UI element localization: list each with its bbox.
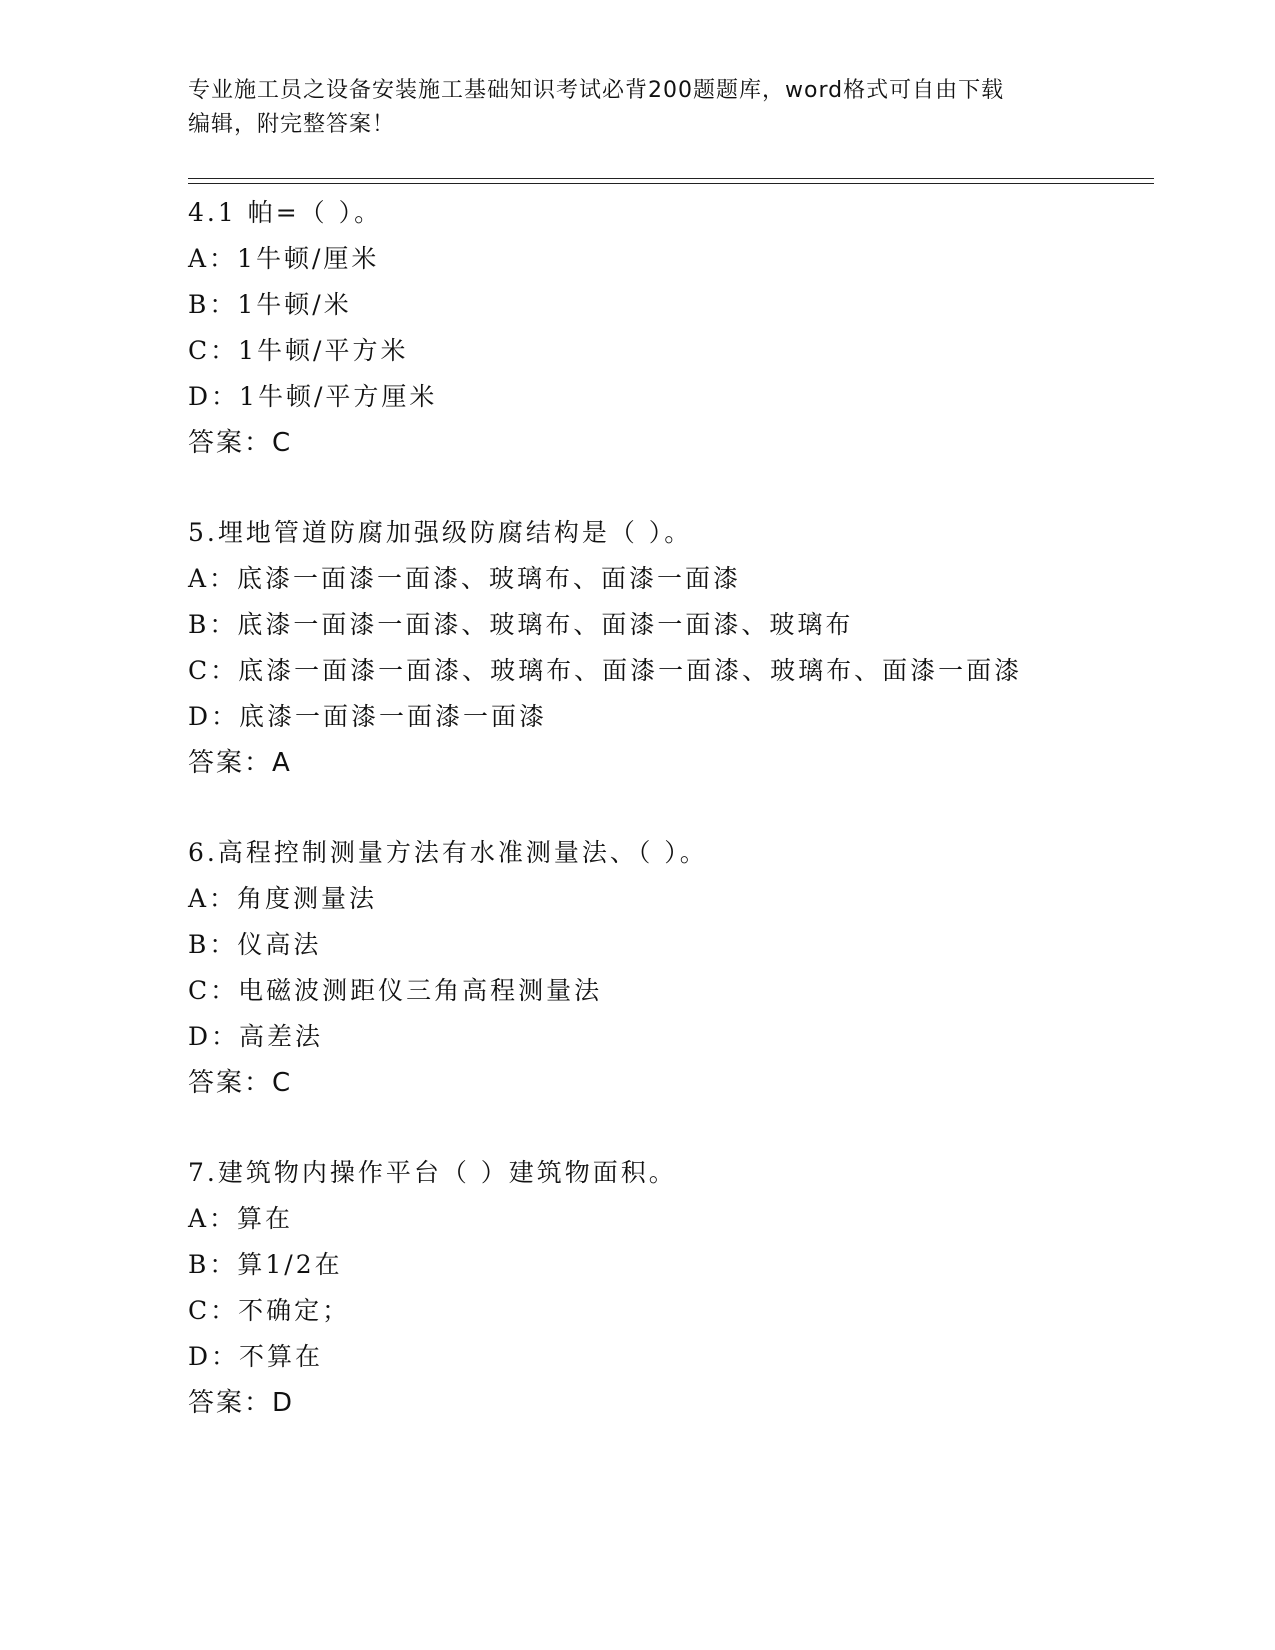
question-4 [188,190,1148,466]
option-c: C：不确定； [188,1296,351,1325]
question-stem: 5.埋地管道防腐加强级防腐结构是（ ）。 [188,518,693,547]
option-b: B：算1/2在 [188,1250,343,1279]
option-a: A：底漆一面漆一面漆、玻璃布、面漆一面漆 [188,564,742,593]
header-line-1: 专业施工员之设备安装施工基础知识考试必背200题题库，word格式可自由下载 [188,78,1005,103]
question-stem: 4.1 帕=（ ）。 [188,198,383,227]
option-c: C：底漆一面漆一面漆、玻璃布、面漆一面漆、玻璃布、面漆一面漆 [188,656,1023,685]
header-divider-bottom [188,183,1154,184]
question-5 [188,510,1148,786]
answer-line: 答案：A [188,748,292,778]
option-d: D：1牛顿/平方厘米 [188,382,438,411]
option-a: A：角度测量法 [188,884,378,913]
option-d: D：高差法 [188,1022,324,1051]
option-b: B：1牛顿/米 [188,290,352,319]
header-divider-top [188,178,1154,179]
option-b: B：仪高法 [188,930,322,959]
answer-line: 答案：C [188,428,293,458]
option-d: D：底漆一面漆一面漆一面漆 [188,702,548,731]
option-d: D：不算在 [188,1342,324,1371]
option-c: C：电磁波测距仪三角高程测量法 [188,976,603,1005]
question-stem: 6.高程控制测量方法有水准测量法、（ ）。 [188,838,708,867]
document-header [188,74,1088,142]
question-list [188,190,1148,1470]
question-6 [188,830,1148,1106]
option-a: A：算在 [188,1204,294,1233]
question-stem: 7.建筑物内操作平台（ ）建筑物面积。 [188,1158,677,1187]
option-c: C：1牛顿/平方米 [188,336,409,365]
header-line-2: 编辑，附完整答案！ [188,112,396,137]
option-a: A：1牛顿/厘米 [188,244,380,273]
question-7 [188,1150,1148,1426]
answer-line: 答案：D [188,1388,295,1418]
answer-line: 答案：C [188,1068,293,1098]
option-b: B：底漆一面漆一面漆、玻璃布、面漆一面漆、玻璃布 [188,610,854,639]
